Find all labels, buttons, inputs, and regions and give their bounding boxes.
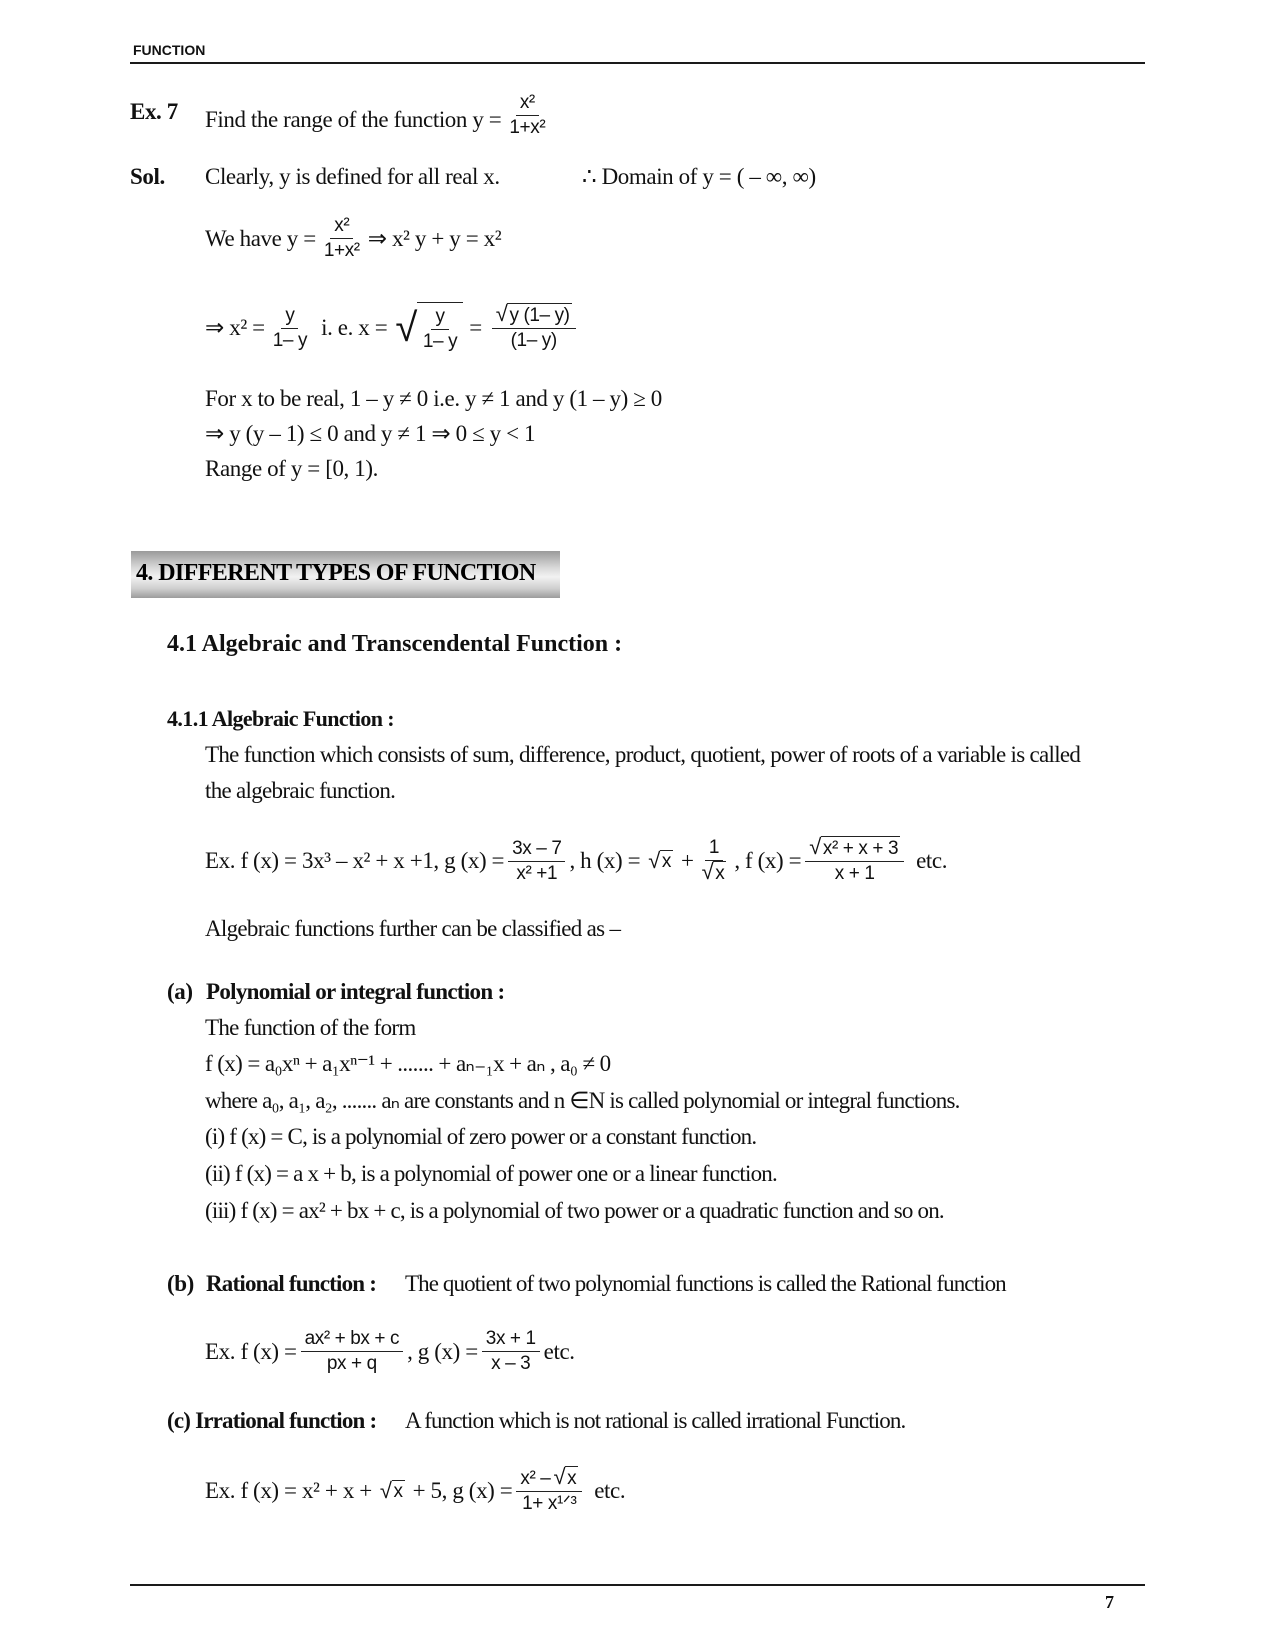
fraction-denominator: px + q bbox=[326, 1353, 377, 1374]
footer-rule bbox=[130, 1584, 1145, 1586]
example-f-text: Ex. f (x) = 3x³ – x² + x +1, g (x) = bbox=[205, 848, 505, 873]
fraction-numerator: ax² + bx + c bbox=[301, 1327, 403, 1352]
irrational-title: (c) Irrational function : bbox=[167, 1408, 377, 1433]
irrational-description: A function which is not rational is called irrational Function. bbox=[405, 1408, 906, 1433]
example-g-text: + 5, g (x) = bbox=[412, 1478, 513, 1503]
example-g-text: , g (x) = bbox=[407, 1338, 478, 1364]
rational-g-fraction bbox=[482, 1327, 540, 1376]
section-banner bbox=[131, 551, 560, 598]
we-have-prefix: We have y = bbox=[205, 225, 316, 251]
question-fraction bbox=[505, 91, 549, 140]
example-question bbox=[205, 92, 553, 140]
radicand: y (1– y) bbox=[509, 305, 570, 326]
step-2-final-fraction bbox=[492, 303, 576, 353]
step-2-prefix: ⇒ x² = bbox=[205, 315, 265, 340]
we-have-suffix: ⇒ x² y + y = x² bbox=[367, 225, 502, 251]
question-text: Find the range of the function y = bbox=[205, 106, 502, 132]
fraction-denominator bbox=[698, 861, 731, 886]
running-header: FUNCTION bbox=[133, 42, 206, 58]
rational-label: (b) bbox=[167, 1271, 194, 1296]
example-h-fraction bbox=[698, 836, 731, 886]
fraction-numerator: y bbox=[431, 305, 448, 330]
radicand: x bbox=[715, 863, 725, 884]
polynomial-item-iii: (iii) f (x) = ax² + bx + c, is a polynomial of two power or a quadratic function and so on. bbox=[205, 1198, 944, 1223]
rational-title: Rational function : bbox=[206, 1271, 377, 1296]
solution-label: Sol. bbox=[130, 164, 165, 189]
solution-line-1: Clearly, y is defined for all real x. bbox=[205, 164, 500, 189]
section-banner-title: 4. DIFFERENT TYPES OF FUNCTION bbox=[136, 560, 536, 586]
fraction-denominator: 1– y bbox=[422, 331, 458, 352]
irrational-g-fraction bbox=[516, 1466, 582, 1516]
step-2-fraction bbox=[269, 304, 311, 353]
we-have-fraction bbox=[320, 214, 364, 263]
header-rule bbox=[130, 62, 1145, 64]
fraction-numerator: x² bbox=[516, 91, 539, 116]
radical-icon: √ bbox=[809, 834, 821, 859]
fraction-numerator: 1 bbox=[705, 836, 723, 861]
fraction-numerator: 3x + 1 bbox=[482, 1327, 540, 1352]
etc-text: etc. bbox=[594, 1478, 626, 1503]
example-f2-text: , f (x) = bbox=[734, 848, 802, 873]
fraction-numerator: x² bbox=[330, 214, 353, 239]
example-g-fraction bbox=[508, 837, 565, 886]
subsection-4-1-title: 4.1 Algebraic and Transcendental Function : bbox=[167, 631, 623, 657]
rational-description: The quotient of two polynomial functions is called the Rational function bbox=[405, 1271, 1006, 1296]
radical-icon: √ bbox=[701, 859, 714, 884]
step-2-line bbox=[205, 302, 580, 354]
example-f2-fraction bbox=[805, 836, 904, 886]
radicand: x bbox=[661, 850, 671, 872]
sqrt-fraction bbox=[395, 302, 463, 354]
radicand: x bbox=[393, 1480, 403, 1502]
numerator-part: x² – bbox=[520, 1468, 551, 1489]
polynomial-where: where a₀, a₁, a₂, ....... aₙ are constants and n ∈N is called polynomial or integral functions. bbox=[205, 1088, 960, 1113]
range-line: Range of y = [0, 1). bbox=[205, 456, 378, 481]
etc-text: etc. bbox=[543, 1338, 575, 1364]
radical-icon: √ bbox=[395, 306, 417, 350]
real-condition-line: For x to be real, 1 – y ≠ 0 i.e. y ≠ 1 and y (1 – y) ≥ 0 bbox=[205, 386, 662, 411]
fraction-denominator: 1+x² bbox=[509, 117, 546, 138]
fraction-numerator bbox=[516, 1466, 582, 1492]
implication-line: ⇒ y (y – 1) ≤ 0 and y ≠ 1 ⇒ 0 ≤ y < 1 bbox=[205, 421, 536, 446]
rational-examples-line bbox=[205, 1327, 575, 1376]
classification-intro: Algebraic functions further can be classified as – bbox=[205, 916, 621, 941]
fraction-denominator: 1– y bbox=[272, 329, 308, 351]
fraction-denominator: x + 1 bbox=[834, 863, 875, 884]
example-label: Ex. 7 bbox=[130, 99, 178, 124]
sqrt-x bbox=[379, 1477, 405, 1503]
radicand: x bbox=[567, 1468, 577, 1489]
radical-icon: √ bbox=[648, 847, 660, 873]
sqrt-x bbox=[648, 847, 673, 873]
irrational-examples-line bbox=[205, 1466, 625, 1516]
radical-icon: √ bbox=[553, 1464, 566, 1489]
page-number: 7 bbox=[1105, 1592, 1114, 1612]
polynomial-form-intro: The function of the form bbox=[205, 1015, 416, 1040]
fraction-numerator bbox=[805, 836, 904, 862]
equals-sign: = bbox=[469, 315, 482, 340]
algebraic-definition-line-2: the algebraic function. bbox=[205, 778, 396, 803]
rational-f-fraction bbox=[301, 1327, 403, 1376]
fraction-numerator bbox=[492, 303, 576, 329]
polynomial-item-i: (i) f (x) = C, is a polynomial of zero power or a constant function. bbox=[205, 1124, 757, 1149]
example-f-text: Ex. f (x) = x² + x + bbox=[205, 1478, 372, 1503]
etc-text: etc. bbox=[916, 848, 948, 873]
fraction-numerator: 3x – 7 bbox=[508, 837, 565, 862]
radical-icon: √ bbox=[495, 301, 508, 326]
fraction-denominator: x² +1 bbox=[516, 862, 558, 884]
fraction-denominator: 1+ x¹ᐟ³ bbox=[522, 1493, 577, 1514]
example-f-text: Ex. f (x) = bbox=[205, 1338, 297, 1364]
domain-statement: ∴ Domain of y = ( – ∞, ∞) bbox=[582, 164, 816, 189]
polynomial-label: (a) bbox=[167, 979, 193, 1004]
radical-icon: √ bbox=[379, 1477, 392, 1503]
fraction-numerator: y bbox=[281, 304, 298, 329]
fraction-denominator: 1+x² bbox=[323, 240, 360, 261]
radicand: x² + x + 3 bbox=[822, 838, 899, 859]
plus-sign: + bbox=[680, 848, 694, 873]
fraction-denominator: (1– y) bbox=[510, 330, 557, 351]
polynomial-item-ii: (ii) f (x) = a x + b, is a polynomial of power one or a linear function. bbox=[205, 1161, 777, 1186]
algebraic-definition-line-1: The function which consists of sum, difference, product, quotient, power of roots of a variable is called bbox=[205, 742, 1081, 767]
example-h-text: , h (x) = bbox=[569, 848, 641, 873]
step-2-mid: i. e. x = bbox=[321, 315, 388, 340]
we-have-line bbox=[205, 214, 501, 263]
polynomial-title: Polynomial or integral function : bbox=[206, 979, 505, 1004]
fraction-denominator: x – 3 bbox=[491, 1353, 531, 1374]
algebraic-examples-line bbox=[205, 836, 947, 886]
subsection-4-1-1-title: 4.1.1 Algebraic Function : bbox=[167, 706, 395, 731]
polynomial-form: f (x) = a₀xⁿ + a₁xⁿ⁻¹ + ....... + aₙ₋₁x + aₙ , a₀ ≠ 0 bbox=[205, 1051, 611, 1076]
